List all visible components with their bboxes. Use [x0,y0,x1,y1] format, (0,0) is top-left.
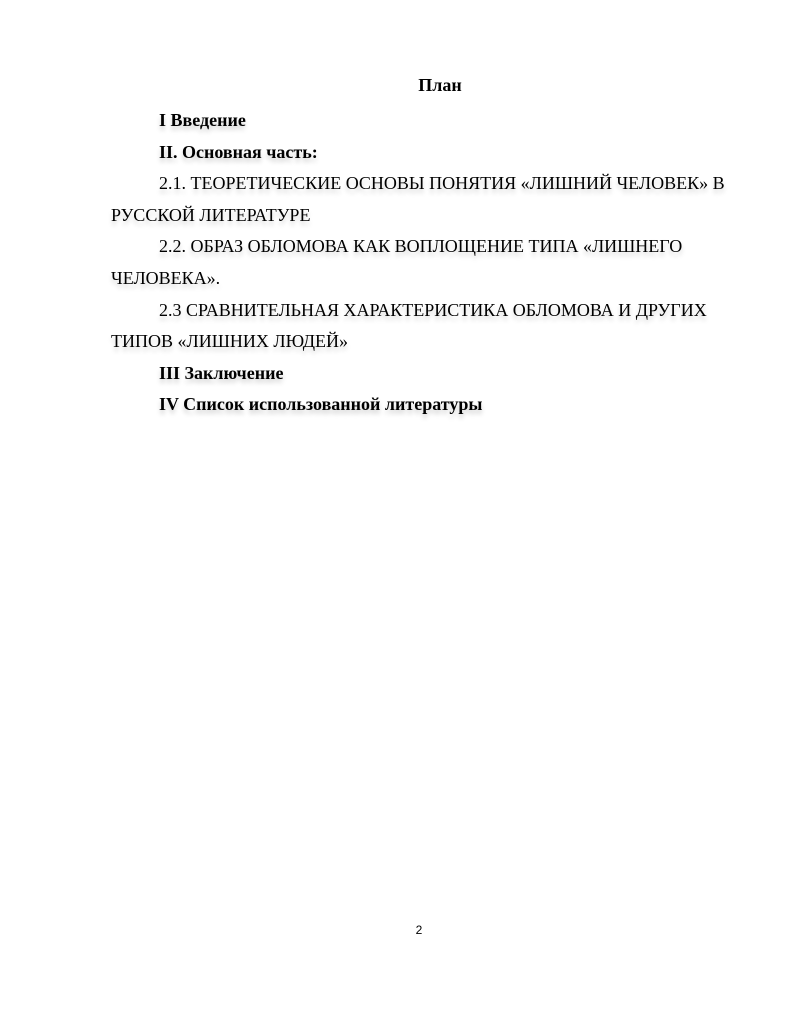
page-title: План [418,75,462,95]
outline-item-2-1: 2.1. ТЕОРЕТИЧЕСКИЕ ОСНОВЫ ПОНЯТИЯ «ЛИШНИЙ ЧЕЛОВЕК» В РУССКОЙ ЛИТЕРАТУРЕ [111,173,725,225]
outline-item-introduction: I Введение [159,110,246,130]
outline-item-main-part: II. Основная часть: [159,141,318,162]
outline [111,105,726,421]
page-number: 2 [415,923,423,937]
outline-item-2-3: 2.3 СРАВНИТЕЛЬНАЯ ХАРАКТЕРИСТИКА ОБЛОМОВА И ДРУГИХ ТИПОВ «ЛИШНИХ ЛЮДЕЙ» [111,299,707,352]
outline-item-references: IV Список использованной литературы [159,394,483,415]
outline-item-2-2: 2.2. ОБРАЗ ОБЛОМОВА КАК ВОПЛОЩЕНИЕ ТИПА «ЛИШНЕГО ЧЕЛОВЕКА». [111,236,683,288]
outline-item-conclusion: III Заключение [159,362,284,383]
